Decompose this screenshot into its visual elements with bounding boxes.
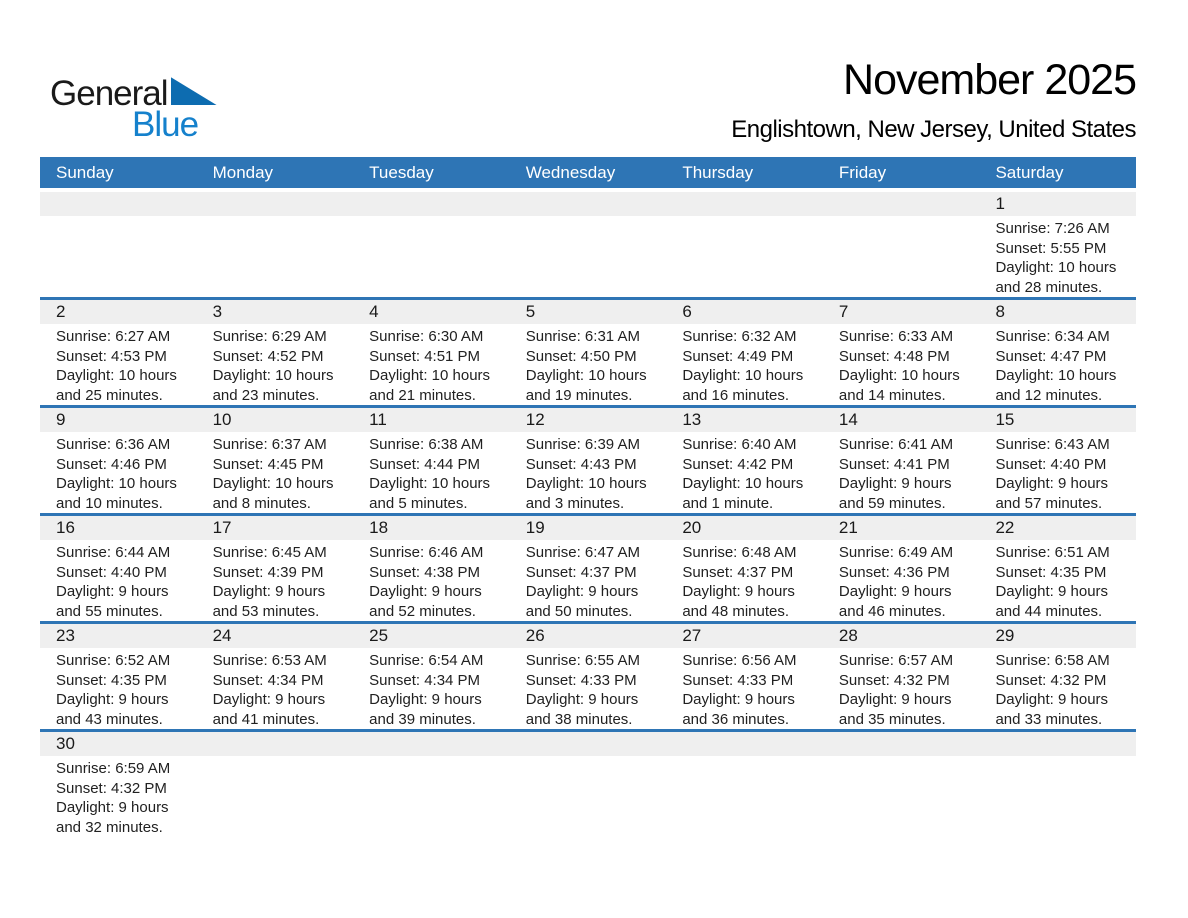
- week-row-3: [40, 408, 1136, 516]
- day-info-line: and 57 minutes.: [995, 494, 1103, 512]
- day-cell-17: [197, 516, 354, 621]
- day-info-line: Sunset: 4:32 PM: [995, 671, 1107, 689]
- weekday-header-wednesday: Wednesday: [525, 162, 616, 182]
- day-info-line: Sunrise: 6:47 AM: [525, 544, 640, 561]
- day-number-empty: [353, 192, 510, 216]
- day-info: [353, 324, 510, 405]
- day-cell-13: [666, 408, 823, 513]
- day-number: 4: [353, 300, 510, 324]
- day-info: [979, 324, 1136, 405]
- day-number: 10: [197, 408, 354, 432]
- day-info: [353, 216, 510, 219]
- day-info-line: Daylight: 9 hours: [525, 583, 639, 600]
- day-info: [353, 540, 510, 621]
- day-number-empty: [197, 732, 354, 756]
- day-number: 27: [666, 624, 823, 648]
- day-info-line: Sunrise: 6:52 AM: [56, 652, 171, 669]
- day-info: [666, 648, 823, 729]
- day-info-line: Daylight: 10 hours: [369, 475, 491, 492]
- day-info-line: Sunset: 4:52 PM: [212, 347, 324, 365]
- empty-day-cell: [510, 732, 667, 840]
- day-info-line: Daylight: 10 hours: [838, 367, 960, 384]
- day-info-line: and 12 minutes.: [995, 386, 1103, 404]
- day-info-line: Sunrise: 6:41 AM: [838, 436, 954, 453]
- day-number: 24: [197, 624, 354, 648]
- day-number: 11: [353, 408, 510, 432]
- day-info-line: Sunrise: 6:58 AM: [995, 652, 1110, 669]
- logo-triangle-icon: [171, 77, 217, 105]
- day-info-line: Sunset: 4:34 PM: [369, 671, 481, 689]
- day-info: [197, 216, 354, 219]
- day-info-line: Sunset: 4:42 PM: [682, 455, 794, 473]
- day-cell-3: [197, 300, 354, 405]
- day-info-line: Sunrise: 6:43 AM: [995, 436, 1110, 453]
- day-info-line: and 5 minutes.: [369, 494, 468, 512]
- day-info-line: Daylight: 9 hours: [838, 691, 952, 708]
- day-number: 22: [979, 516, 1136, 540]
- logo-text-blue: Blue: [132, 105, 199, 144]
- day-number: 2: [40, 300, 197, 324]
- day-number: 6: [666, 300, 823, 324]
- day-info-line: Daylight: 9 hours: [56, 691, 169, 708]
- day-info-line: and 52 minutes.: [369, 602, 476, 620]
- empty-day-cell: [666, 732, 823, 840]
- day-info-line: Sunset: 4:32 PM: [56, 779, 167, 797]
- day-info-line: Sunset: 4:35 PM: [56, 671, 167, 689]
- day-info-line: and 16 minutes.: [682, 386, 790, 404]
- day-info: [353, 432, 510, 513]
- day-info-line: Sunrise: 6:27 AM: [56, 328, 171, 345]
- day-info-line: Daylight: 10 hours: [525, 367, 647, 384]
- empty-day-cell: [353, 732, 510, 840]
- day-info-line: and 53 minutes.: [212, 602, 320, 620]
- day-info: [979, 648, 1136, 729]
- day-info: [197, 324, 354, 405]
- day-info-line: Daylight: 9 hours: [525, 691, 639, 708]
- day-info-line: Sunset: 4:49 PM: [682, 347, 794, 365]
- day-number: 19: [510, 516, 667, 540]
- day-info-line: Daylight: 9 hours: [212, 691, 326, 708]
- day-info: [823, 648, 980, 729]
- day-info-line: Sunrise: 6:51 AM: [995, 544, 1110, 561]
- day-cell-28: [823, 624, 980, 729]
- day-number: 12: [510, 408, 667, 432]
- day-info-line: Sunrise: 6:59 AM: [56, 760, 171, 777]
- day-info-line: Daylight: 10 hours: [212, 367, 334, 384]
- day-info-line: Sunset: 4:35 PM: [995, 563, 1107, 581]
- empty-day-cell: [197, 732, 354, 840]
- empty-day-cell: [823, 732, 980, 840]
- day-info-line: and 35 minutes.: [838, 710, 946, 728]
- day-cell-22: [979, 516, 1136, 621]
- day-cell-10: [197, 408, 354, 513]
- day-info-line: Sunset: 4:33 PM: [525, 671, 637, 689]
- week-row-6: [40, 732, 1136, 840]
- day-info: [666, 432, 823, 513]
- day-cell-27: [666, 624, 823, 729]
- day-info-line: Sunset: 4:34 PM: [212, 671, 324, 689]
- day-cell-1: [979, 192, 1136, 297]
- day-info-line: Sunset: 4:53 PM: [56, 347, 167, 365]
- day-info: [823, 540, 980, 621]
- day-info-line: and 41 minutes.: [212, 710, 320, 728]
- day-info: [197, 540, 354, 621]
- day-info-line: and 39 minutes.: [369, 710, 476, 728]
- day-number: 18: [353, 516, 510, 540]
- day-info-line: Sunset: 4:37 PM: [525, 563, 637, 581]
- weekday-header-tuesday: Tuesday: [369, 162, 434, 182]
- day-info-line: and 14 minutes.: [838, 386, 946, 404]
- day-cell-30: [40, 732, 197, 840]
- day-info-line: Sunset: 4:45 PM: [212, 455, 324, 473]
- day-info: [353, 756, 510, 759]
- day-info-line: Sunset: 4:40 PM: [56, 563, 167, 581]
- day-info-line: and 33 minutes.: [995, 710, 1103, 728]
- day-number: 14: [823, 408, 980, 432]
- week-row-4: [40, 516, 1136, 624]
- day-info-line: Daylight: 9 hours: [995, 475, 1109, 492]
- day-info: [979, 432, 1136, 513]
- day-number-empty: [197, 192, 354, 216]
- day-info-line: Sunset: 4:36 PM: [838, 563, 950, 581]
- day-info-line: Daylight: 10 hours: [682, 367, 804, 384]
- calendar-body: [40, 192, 1136, 840]
- day-cell-16: [40, 516, 197, 621]
- day-number: 29: [979, 624, 1136, 648]
- page-subtitle: Englishtown, New Jersey, United States: [731, 116, 1136, 143]
- day-info-line: Daylight: 10 hours: [56, 475, 177, 492]
- day-info-line: Sunset: 4:39 PM: [212, 563, 324, 581]
- day-info-line: Sunrise: 6:49 AM: [838, 544, 954, 561]
- day-info-line: Sunset: 4:32 PM: [838, 671, 950, 689]
- day-info-line: and 38 minutes.: [525, 710, 633, 728]
- day-number-empty: [979, 732, 1136, 756]
- day-info: [666, 324, 823, 405]
- day-info: [40, 648, 197, 729]
- day-info-line: Daylight: 9 hours: [56, 799, 169, 816]
- day-info-line: Sunset: 4:44 PM: [369, 455, 481, 473]
- day-number: 26: [510, 624, 667, 648]
- day-info-line: Sunset: 4:50 PM: [525, 347, 637, 365]
- weekday-header-saturday: Saturday: [995, 162, 1064, 182]
- day-info-line: and 1 minute.: [682, 494, 774, 512]
- day-info-line: and 48 minutes.: [682, 602, 790, 620]
- day-info-line: Sunrise: 6:36 AM: [56, 436, 171, 453]
- day-info-line: and 59 minutes.: [838, 494, 946, 512]
- day-cell-20: [666, 516, 823, 621]
- day-info-line: Sunrise: 6:37 AM: [212, 436, 327, 453]
- day-info-line: and 21 minutes.: [369, 386, 476, 404]
- day-info-line: Sunset: 4:41 PM: [838, 455, 950, 473]
- day-info-line: and 8 minutes.: [212, 494, 311, 512]
- day-cell-6: [666, 300, 823, 405]
- day-cell-2: [40, 300, 197, 405]
- day-number: 15: [979, 408, 1136, 432]
- day-info: [979, 540, 1136, 621]
- day-info-line: Sunrise: 6:32 AM: [682, 328, 797, 345]
- day-info-line: Sunrise: 6:56 AM: [682, 652, 797, 669]
- day-info-line: Sunset: 4:37 PM: [682, 563, 794, 581]
- logo-text-general: General: [50, 74, 168, 113]
- empty-day-cell: [823, 192, 980, 297]
- day-number: 23: [40, 624, 197, 648]
- day-info-line: Sunrise: 7:26 AM: [995, 220, 1110, 237]
- day-cell-11: [353, 408, 510, 513]
- day-info-line: Daylight: 9 hours: [212, 583, 326, 600]
- day-info-line: Daylight: 10 hours: [212, 475, 334, 492]
- day-info: [979, 216, 1136, 297]
- day-number: 5: [510, 300, 667, 324]
- day-cell-15: [979, 408, 1136, 513]
- day-number: 7: [823, 300, 980, 324]
- day-info-line: and 23 minutes.: [212, 386, 320, 404]
- day-info-line: Sunrise: 6:31 AM: [525, 328, 640, 345]
- day-info: [823, 432, 980, 513]
- day-info: [510, 324, 667, 405]
- day-info-line: Sunset: 4:43 PM: [525, 455, 637, 473]
- day-info-line: and 43 minutes.: [56, 710, 163, 728]
- day-cell-18: [353, 516, 510, 621]
- day-info-line: Daylight: 10 hours: [682, 475, 804, 492]
- day-number: 28: [823, 624, 980, 648]
- day-info-line: Sunrise: 6:38 AM: [369, 436, 484, 453]
- day-info: [40, 432, 197, 513]
- day-cell-26: [510, 624, 667, 729]
- day-info: [510, 648, 667, 729]
- week-row-1: [40, 192, 1136, 300]
- day-info-line: Sunrise: 6:34 AM: [995, 328, 1110, 345]
- day-number-empty: [823, 732, 980, 756]
- day-number: 20: [666, 516, 823, 540]
- day-number: 17: [197, 516, 354, 540]
- day-number: 1: [979, 192, 1136, 216]
- day-info-line: Daylight: 10 hours: [525, 475, 647, 492]
- day-cell-23: [40, 624, 197, 729]
- weekday-header-row: [40, 157, 1136, 188]
- day-info-line: Sunset: 4:48 PM: [838, 347, 950, 365]
- day-info-line: Sunset: 4:33 PM: [682, 671, 794, 689]
- day-number: 21: [823, 516, 980, 540]
- day-info: [197, 648, 354, 729]
- day-number: 9: [40, 408, 197, 432]
- day-info-line: Daylight: 10 hours: [995, 259, 1117, 276]
- day-info: [823, 756, 980, 759]
- day-number: 16: [40, 516, 197, 540]
- day-info-line: and 44 minutes.: [995, 602, 1103, 620]
- day-info-line: Sunrise: 6:46 AM: [369, 544, 484, 561]
- day-number-empty: [353, 732, 510, 756]
- day-info: [823, 324, 980, 405]
- day-info-line: Sunrise: 6:45 AM: [212, 544, 327, 561]
- day-info-line: and 36 minutes.: [682, 710, 790, 728]
- day-number-empty: [40, 192, 197, 216]
- empty-day-cell: [197, 192, 354, 297]
- day-info-line: and 55 minutes.: [56, 602, 163, 620]
- day-info: [666, 756, 823, 759]
- day-info-line: Daylight: 9 hours: [369, 583, 482, 600]
- day-cell-7: [823, 300, 980, 405]
- day-info: [666, 540, 823, 621]
- day-info-line: Daylight: 9 hours: [838, 583, 952, 600]
- day-info: [510, 432, 667, 513]
- day-info-line: and 19 minutes.: [525, 386, 633, 404]
- day-info-line: Sunset: 4:40 PM: [995, 455, 1107, 473]
- day-info-line: Sunrise: 6:30 AM: [369, 328, 484, 345]
- day-info-line: Daylight: 9 hours: [995, 691, 1109, 708]
- day-info-line: Sunrise: 6:57 AM: [838, 652, 954, 669]
- day-info: [197, 432, 354, 513]
- day-info-line: Sunrise: 6:53 AM: [212, 652, 327, 669]
- day-number-empty: [666, 192, 823, 216]
- day-cell-14: [823, 408, 980, 513]
- day-info-line: Daylight: 9 hours: [682, 583, 795, 600]
- week-row-2: [40, 300, 1136, 408]
- day-info: [666, 216, 823, 219]
- day-info-line: and 32 minutes.: [56, 818, 163, 836]
- day-info: [197, 756, 354, 759]
- day-number-empty: [510, 192, 667, 216]
- general-blue-logo: [50, 76, 217, 142]
- day-number-empty: [510, 732, 667, 756]
- day-info: [353, 648, 510, 729]
- day-info-line: and 10 minutes.: [56, 494, 163, 512]
- day-info-line: Daylight: 9 hours: [995, 583, 1109, 600]
- day-number-empty: [666, 732, 823, 756]
- weekday-header-friday: Friday: [838, 162, 887, 182]
- day-info-line: and 46 minutes.: [838, 602, 946, 620]
- day-cell-8: [979, 300, 1136, 405]
- weekday-header-thursday: Thursday: [682, 162, 754, 182]
- day-info-line: Sunrise: 6:54 AM: [369, 652, 484, 669]
- title-block: [731, 56, 1136, 144]
- day-info-line: Sunset: 4:46 PM: [56, 455, 167, 473]
- day-cell-12: [510, 408, 667, 513]
- day-cell-19: [510, 516, 667, 621]
- day-info-line: and 28 minutes.: [995, 278, 1103, 296]
- weekday-header-monday: Monday: [212, 162, 274, 182]
- day-info-line: and 3 minutes.: [525, 494, 625, 512]
- calendar-table: [40, 157, 1136, 840]
- day-info: [40, 216, 197, 219]
- day-info-line: Sunset: 4:38 PM: [369, 563, 481, 581]
- day-info: [510, 540, 667, 621]
- day-info-line: and 25 minutes.: [56, 386, 163, 404]
- day-number-empty: [823, 192, 980, 216]
- day-cell-29: [979, 624, 1136, 729]
- day-cell-21: [823, 516, 980, 621]
- empty-day-cell: [40, 192, 197, 297]
- day-info: [510, 216, 667, 219]
- day-info-line: Sunrise: 6:44 AM: [56, 544, 171, 561]
- day-info-line: Sunrise: 6:48 AM: [682, 544, 797, 561]
- day-info-line: Sunset: 4:51 PM: [369, 347, 481, 365]
- day-info-line: Sunset: 5:55 PM: [995, 239, 1107, 257]
- day-info-line: Daylight: 9 hours: [838, 475, 952, 492]
- day-cell-9: [40, 408, 197, 513]
- empty-day-cell: [979, 732, 1136, 840]
- empty-day-cell: [510, 192, 667, 297]
- day-info-line: Daylight: 9 hours: [56, 583, 169, 600]
- empty-day-cell: [666, 192, 823, 297]
- day-number: 3: [197, 300, 354, 324]
- day-info-line: Sunrise: 6:33 AM: [838, 328, 954, 345]
- day-info-line: Sunrise: 6:55 AM: [525, 652, 640, 669]
- day-cell-24: [197, 624, 354, 729]
- day-info: [979, 756, 1136, 759]
- day-info: [510, 756, 667, 759]
- day-cell-4: [353, 300, 510, 405]
- day-cell-5: [510, 300, 667, 405]
- day-info-line: Sunrise: 6:29 AM: [212, 328, 327, 345]
- weekday-header-sunday: Sunday: [56, 162, 114, 182]
- empty-day-cell: [353, 192, 510, 297]
- day-info-line: Sunrise: 6:40 AM: [682, 436, 797, 453]
- day-cell-25: [353, 624, 510, 729]
- day-info-line: Daylight: 10 hours: [995, 367, 1117, 384]
- day-info: [40, 540, 197, 621]
- day-number: 30: [40, 732, 197, 756]
- day-info-line: Daylight: 10 hours: [56, 367, 177, 384]
- week-row-5: [40, 624, 1136, 732]
- day-info-line: Daylight: 9 hours: [369, 691, 482, 708]
- day-info-line: Daylight: 10 hours: [369, 367, 491, 384]
- day-info: [40, 756, 197, 837]
- page-title: November 2025: [843, 56, 1136, 104]
- day-info-line: Daylight: 9 hours: [682, 691, 795, 708]
- day-info-line: Sunset: 4:47 PM: [995, 347, 1107, 365]
- day-info: [40, 324, 197, 405]
- day-info-line: Sunrise: 6:39 AM: [525, 436, 640, 453]
- day-info-line: and 50 minutes.: [525, 602, 633, 620]
- day-number: 8: [979, 300, 1136, 324]
- day-number: 25: [353, 624, 510, 648]
- day-info: [823, 216, 980, 219]
- day-number: 13: [666, 408, 823, 432]
